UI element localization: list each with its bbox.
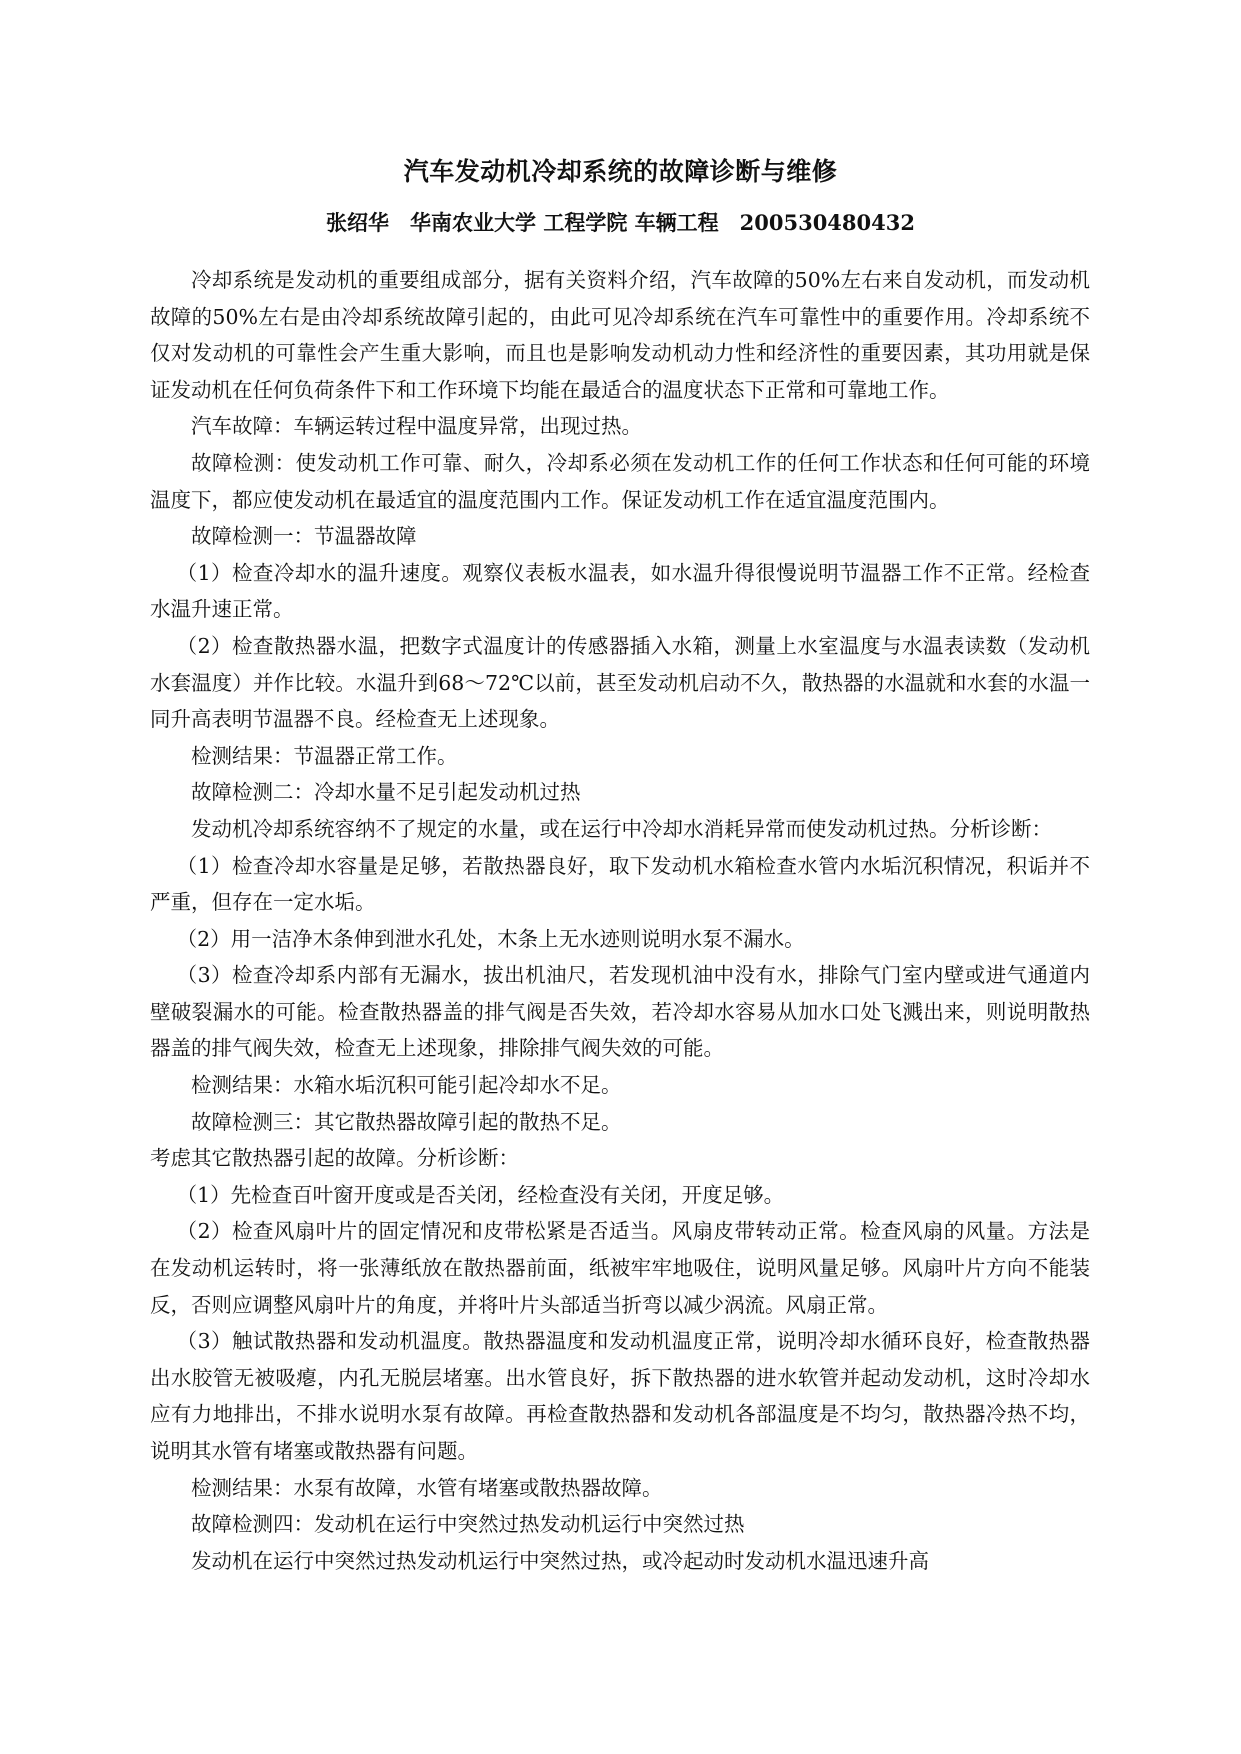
paragraph: 检测结果：水箱水垢沉积可能引起冷却水不足。: [191, 1073, 622, 1098]
list-item: （2）用一洁净木条伸到泄水孔处，木条上无水迹则说明水泵不漏水。: [176, 926, 805, 951]
paragraph: 汽车故障：车辆运转过程中温度异常，出现过热。: [191, 414, 642, 439]
list-item: （2）检查风扇叶片的固定情况和皮带松紧是否适当。风扇皮带转动正常。检查风扇的风量。方法是在发动机运转时，将一张薄纸放在散热器前面，纸被牢牢地吸住，说明风量足够。风扇叶片方向不能装反，否则应调整风扇叶片的角度，并将叶片头部适当折弯以减少涡流。风扇正常。: [150, 1219, 1090, 1317]
section-heading: 故障检测三：其它散热器故障引起的散热不足。: [191, 1109, 622, 1134]
paragraph: 故障检测：使发动机工作可靠、耐久，冷却系必须在发动机工作的任何工作状态和任何可能的环境温度下，都应使发动机在最适宜的温度范围内工作。保证发动机工作在适宜温度范围内。: [150, 450, 1090, 512]
paragraph: 发动机冷却系统容纳不了规定的水量，或在运行中冷却水消耗异常而使发动机过热。分析诊断：: [191, 816, 1052, 841]
paragraph: 检测结果：节温器正常工作。: [191, 743, 458, 768]
paragraph: 检测结果：水泵有故障，水管有堵塞或散热器故障。: [191, 1475, 663, 1500]
document-body: [150, 262, 1090, 1579]
paragraph: 发动机在运行中突然过热发动机运行中突然过热，或冷起动时发动机水温迅速升高: [191, 1548, 929, 1573]
author-byline: 张绍华 华南农业大学 工程学院 车辆工程 200530480432: [326, 210, 915, 235]
document-title: 汽车发动机冷却系统的故障诊断与维修: [403, 157, 838, 186]
list-item: （1）检查冷却水容量是足够，若散热器良好，取下发动机水箱检查水管内水垢沉积情况，积诟并不严重，但存在一定水垢。: [150, 853, 1090, 915]
section-heading: 故障检测二：冷却水量不足引起发动机过热: [191, 780, 581, 805]
list-item: （1）检查冷却水的温升速度。观察仪表板水温表，如水温升得很慢说明节温器工作不正常。经检查水温升速正常。: [150, 560, 1090, 622]
list-item: （2）检查散热器水温，把数字式温度计的传感器插入水箱，测量上水室温度与水温表读数（发动机水套温度）并作比较。水温升到68～72℃以前，甚至发动机启动不久，散热器的水温就和水套的水温一同升高表明节温器不良。经检查无上述现象。: [150, 633, 1090, 732]
paragraph: 冷却系统是发动机的重要组成部分，据有关资料介绍，汽车故障的50%左右来自发动机，而发动机故障的50%左右是由冷却系统故障引起的，由此可见冷却系统在汽车可靠性中的重要作用。冷却系统不仅对发动机的可靠性会产生重大影响，而且也是影响发动机动力性和经济性的重要因素，其功用就是保证发动机在任何负荷条件下和工作环境下均能在最适合的温度状态下正常和可靠地工作。: [150, 268, 1090, 402]
list-item: （3）检查冷却系内部有无漏水，拔出机油尺，若发现机油中没有水，排除气门室内壁或进气通道内壁破裂漏水的可能。检查散热器盖的排气阀是否失效，若冷却水容易从加水口处飞溅出来，则说明散热器盖的排气阀失效，检查无上述现象，排除排气阀失效的可能。: [150, 963, 1090, 1061]
section-heading: 故障检测一：节温器故障: [191, 524, 417, 549]
paragraph: 考虑其它散热器引起的故障。分析诊断：: [150, 1146, 519, 1171]
list-item: （3）触试散热器和发动机温度。散热器温度和发动机温度正常，说明冷却水循环良好，检查散热器出水胶管无被吸瘪，内孔无脱层堵塞。出水管良好，拆下散热器的进水软管并起动发动机，这时冷却水应有力地排出，不排水说明水泵有故障。再检查散热器和发动机各部温度是不均匀，散热器冷热不均，说明其水管有堵塞或散热器有问题。: [150, 1329, 1090, 1463]
list-item: （1）先检查百叶窗开度或是否关闭，经检查没有关闭，开度足够。: [176, 1182, 785, 1207]
section-heading: 故障检测四：发动机在运行中突然过热发动机运行中突然过热: [191, 1512, 745, 1537]
